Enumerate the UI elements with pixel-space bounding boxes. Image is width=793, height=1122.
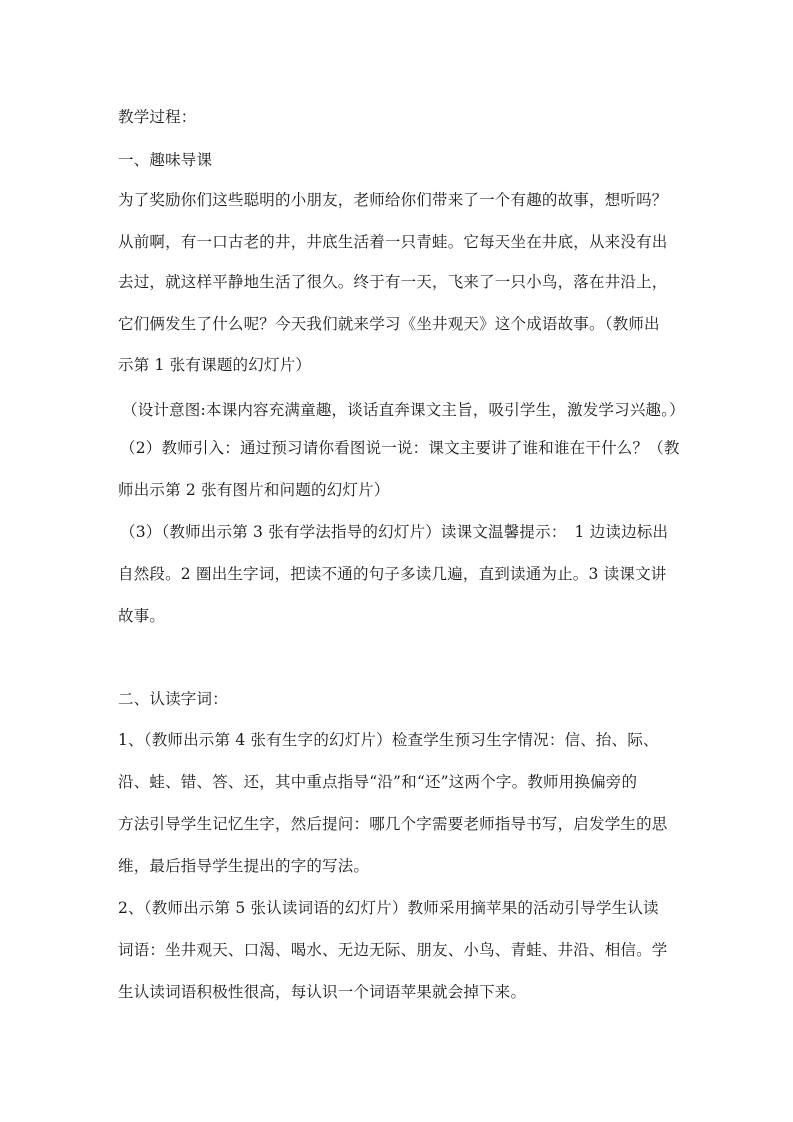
text-line: 维，最后指导学生提出的字的写法。 [118, 857, 370, 875]
text-line: 它们俩发生了什么呢？今天我们就来学习《坐井观天》这个成语故事。（教师出 [118, 315, 660, 333]
text-line: 沿、蛙、错、答、还，其中重点指导“沿”和“还”这两个字。教师用换偏旁的 [118, 773, 638, 791]
text-line: （3）（教师出示第 3 张有学法指导的幻灯片）读课文温馨提示： 1 边读边标出 [120, 523, 669, 541]
text-line: 从前啊，有一口古老的井，井底生活着一只青蛙。它每天坐在井底，从来没有出 [118, 233, 668, 251]
section-heading: 二、认读字词： [118, 690, 228, 708]
text-line: 2、（教师出示第 5 张认读词语的幻灯片）教师采用摘苹果的活动引导学生认读 [118, 899, 659, 917]
text-line: 1、（教师出示第 4 张有生字的幻灯片）检查学生预习生字情况：信、抬、际、 [118, 731, 659, 749]
text-line: （2）教师引入：通过预习请你看图说一说：课文主要讲了谁和谁在干什么？（教 [120, 439, 680, 457]
text-line: 故事。 [118, 607, 166, 625]
text-line: 去过，就这样平静地生活了很久。终于有一天，飞来了一只小鸟，落在井沿上， [118, 273, 668, 291]
text-line: 示第 1 张有课题的幻灯片） [118, 356, 312, 374]
text-line: 师出示第 2 张有图片和问题的幻灯片） [118, 481, 390, 499]
text-line: 生认读词语积极性很高，每认识一个词语苹果就会掉下来。 [118, 983, 527, 1001]
text-line: 方法引导学生记忆生字，然后提问：哪几个字需要老师指导书写，启发学生的思 [118, 815, 668, 833]
text-line: 词语：坐井观天、口渴、喝水、无边无际、朋友、小鸟、青蛙、井沿、相信。学 [118, 941, 668, 959]
text-line: 为了奖励你们这些聪明的小朋友，老师给你们带来了一个有趣的故事，想听吗？ [118, 191, 668, 209]
text-line: 自然段。2 圈出生字词，把读不通的句子多读几遍，直到读通为止。3 读课文讲 [118, 565, 667, 583]
text-line: 教学过程： [118, 108, 197, 126]
text-line: （设计意图:本课内容充满童趣，谈话直奔课文主旨，吸引学生，激发学习兴趣。） [122, 401, 685, 419]
section-heading: 一、趣味导课 [118, 151, 213, 169]
